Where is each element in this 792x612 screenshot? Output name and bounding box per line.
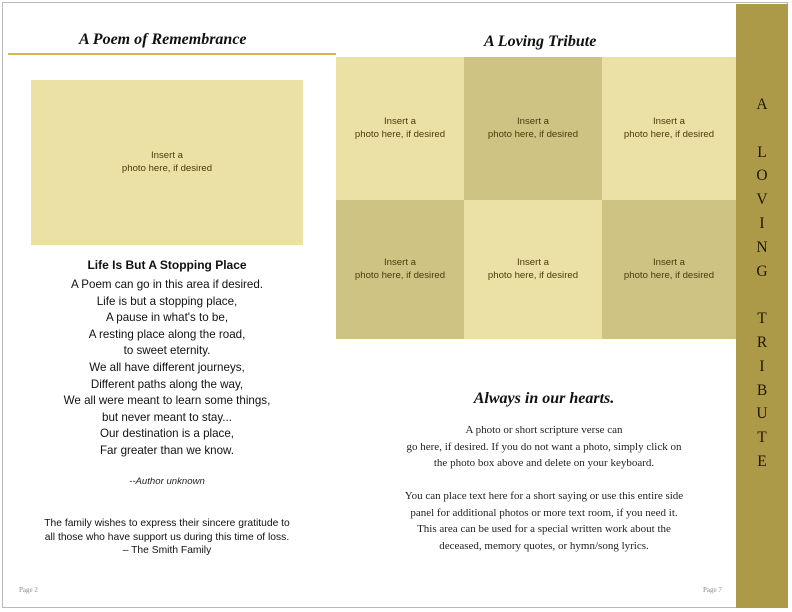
vertical-letter: A bbox=[756, 96, 768, 113]
photo-cell-line2: photo here, if desired bbox=[623, 269, 715, 281]
poem-line: to sweet eternity. bbox=[123, 344, 211, 358]
side-panel-paragraph bbox=[372, 488, 716, 554]
photo-grid-cell[interactable] bbox=[602, 200, 736, 339]
scripture-paragraph bbox=[372, 422, 716, 472]
photo-grid-cell[interactable] bbox=[602, 57, 736, 200]
vertical-letter: O bbox=[756, 167, 768, 185]
vertical-letter: I bbox=[759, 214, 765, 232]
photo-grid-cell[interactable] bbox=[464, 57, 602, 200]
vertical-letter: I bbox=[759, 357, 765, 375]
family-thanks bbox=[14, 517, 320, 558]
poem-author: --Author unknown bbox=[129, 476, 205, 487]
vertical-letter: G bbox=[756, 262, 768, 280]
poem-body bbox=[30, 277, 304, 460]
vertical-letter: E bbox=[757, 452, 767, 470]
photo-placeholder-large[interactable] bbox=[31, 80, 303, 245]
vertical-letter: N bbox=[756, 238, 768, 256]
thanks-line: The family wishes to express their sincere gratitude to bbox=[44, 518, 290, 529]
photo-cell-line2: photo here, if desired bbox=[354, 128, 446, 140]
paragraph-line: This area can be used for a special written work about the bbox=[417, 523, 671, 536]
vertical-letter: U bbox=[756, 405, 768, 423]
paragraph-line: go here, if desired. If you do not want a photo, simply click on bbox=[406, 440, 682, 453]
photo-cell-line1: Insert a bbox=[652, 116, 685, 127]
title-underline-left bbox=[8, 53, 336, 55]
paragraph-line: deceased, memory quotes, or hymn/song lyrics. bbox=[439, 539, 649, 552]
poem-line: A Poem can go in this area if desired. bbox=[70, 278, 264, 291]
photo-placeholder-line1: Insert a bbox=[150, 150, 183, 161]
poem-line: We all have different journeys, bbox=[89, 360, 245, 374]
paragraph-line: the photo box above and delete on your keyboard. bbox=[433, 457, 655, 470]
thanks-line: all those who have support us during this time of loss. bbox=[44, 531, 290, 543]
poem-line: Far greater than we know. bbox=[99, 443, 235, 457]
paragraph-line: You can place text here for a short saying or use this entire side bbox=[404, 490, 684, 502]
photo-grid-cell[interactable] bbox=[336, 200, 464, 339]
vertical-letter: V bbox=[756, 191, 768, 209]
poem-line: Different paths along the way, bbox=[90, 377, 244, 391]
thanks-line: – The Smith Family bbox=[122, 545, 212, 556]
photo-cell-line2: photo here, if desired bbox=[623, 128, 715, 140]
vertical-letter: L bbox=[757, 143, 767, 161]
page-number-right: Page 7 bbox=[703, 586, 722, 594]
vertical-title bbox=[736, 93, 788, 474]
vertical-letter: T bbox=[757, 429, 767, 447]
photo-cell-line1: Insert a bbox=[516, 116, 549, 127]
photo-cell-line2: photo here, if desired bbox=[487, 269, 579, 281]
poem-line: but never meant to stay... bbox=[102, 410, 232, 424]
always-heading: Always in our hearts. bbox=[473, 390, 615, 407]
right-panel-title: A Loving Tribute bbox=[484, 33, 597, 50]
poem-line: We all were meant to learn some things, bbox=[63, 394, 271, 408]
poem-title: Life Is But A Stopping Place bbox=[87, 258, 247, 272]
vertical-letter: R bbox=[756, 333, 768, 351]
poem-line: A resting place along the road, bbox=[88, 327, 246, 341]
photo-cell-line2: photo here, if desired bbox=[354, 269, 446, 281]
poem-line: A pause in what's to be, bbox=[105, 311, 229, 325]
vertical-letter bbox=[736, 283, 788, 307]
paragraph-line: A photo or short scripture verse can bbox=[465, 424, 623, 436]
vertical-letter bbox=[736, 117, 788, 141]
photo-cell-line2: photo here, if desired bbox=[487, 128, 579, 140]
photo-cell-line1: Insert a bbox=[383, 116, 416, 127]
photo-placeholder-line2: photo here, if desired bbox=[121, 162, 213, 174]
poem-line: Our destination is a place, bbox=[99, 427, 235, 441]
photo-grid-cell[interactable] bbox=[336, 57, 464, 200]
vertical-letter: T bbox=[757, 310, 767, 328]
vertical-letter: B bbox=[756, 381, 768, 399]
poem-line: Life is but a stopping place, bbox=[96, 294, 238, 308]
paragraph-line: panel for additional photos or more text room, if you need it. bbox=[410, 506, 678, 519]
page-number-left: Page 2 bbox=[19, 586, 38, 594]
photo-cell-line1: Insert a bbox=[516, 257, 549, 268]
left-panel-title: A Poem of Remembrance bbox=[79, 31, 247, 48]
photo-cell-line1: Insert a bbox=[652, 257, 685, 268]
photo-cell-line1: Insert a bbox=[383, 257, 416, 268]
photo-grid-cell[interactable] bbox=[464, 200, 602, 339]
